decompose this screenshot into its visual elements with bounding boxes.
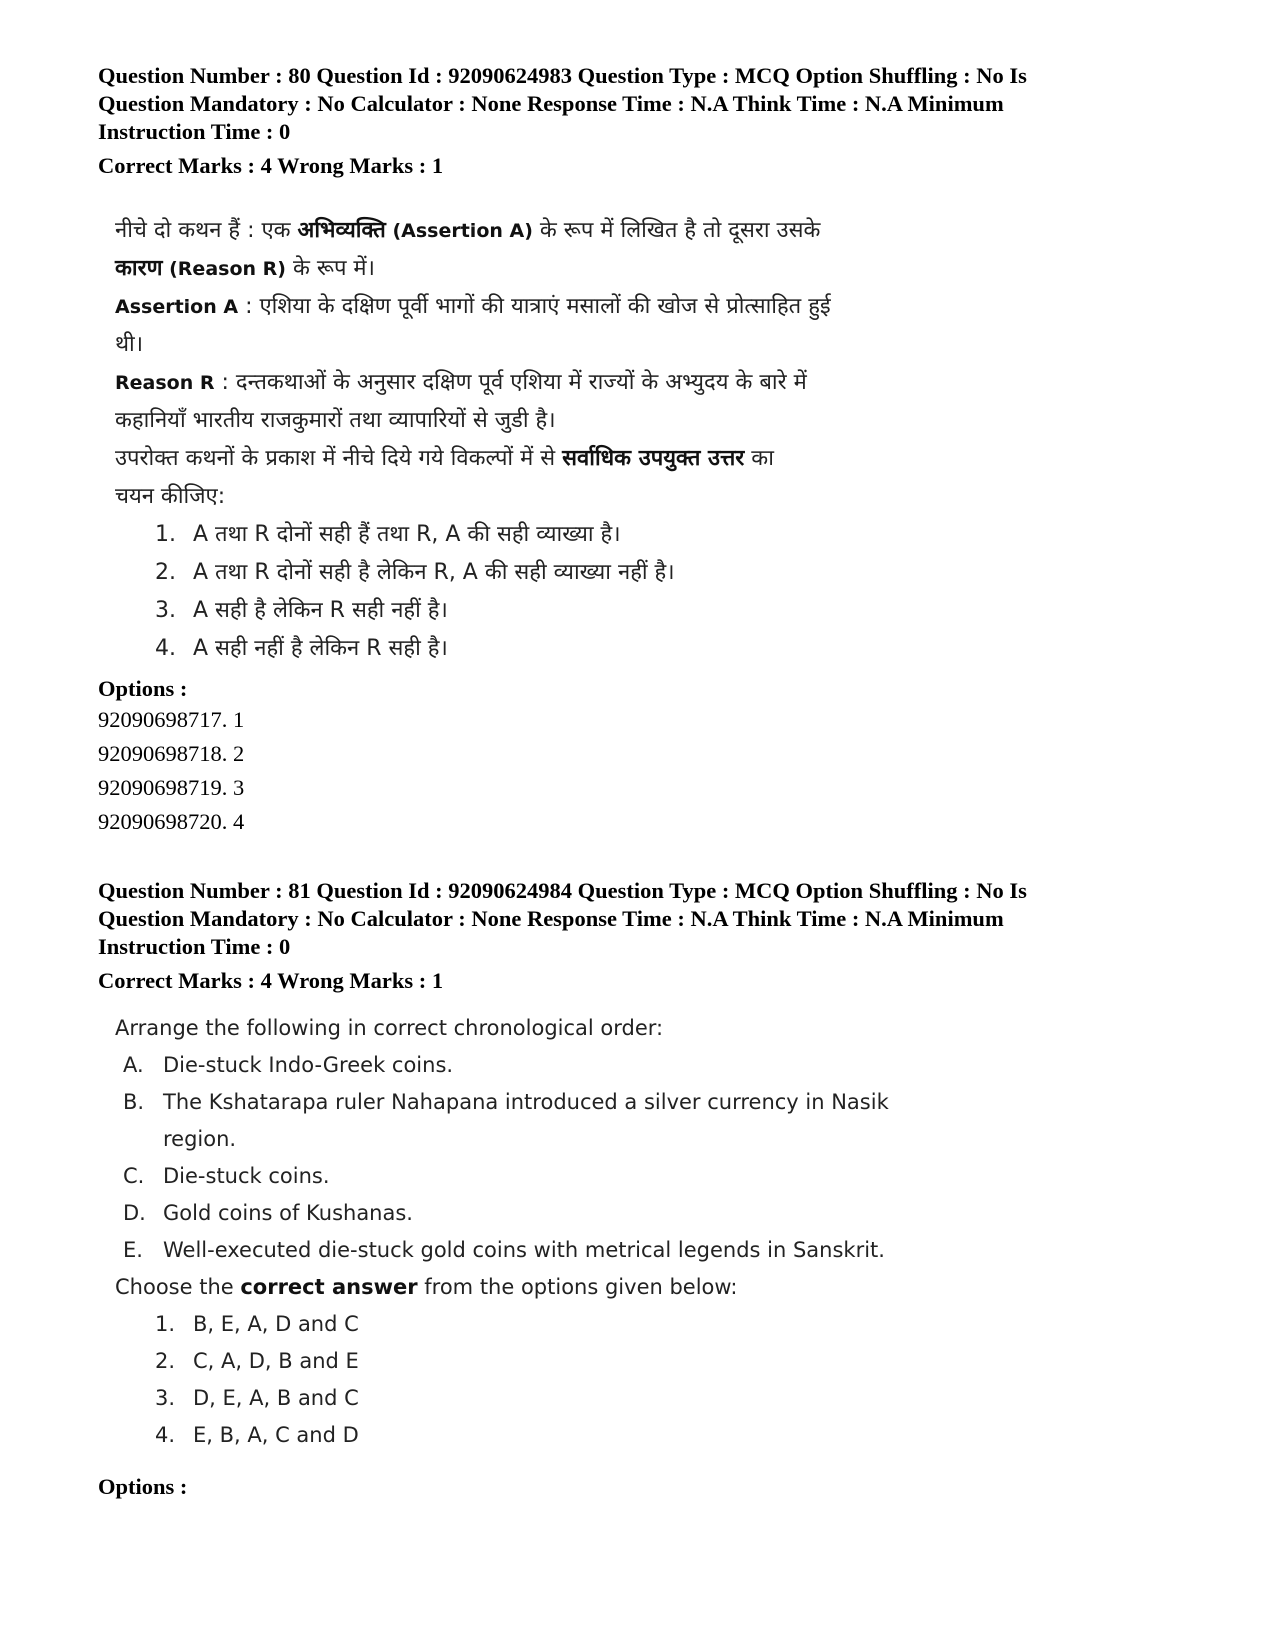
q80-line: थी। bbox=[115, 332, 144, 357]
q81-choose-line: Choose the correct answer from the options given below: bbox=[115, 1275, 738, 1299]
q80-option: 92090698717. 1 bbox=[98, 707, 245, 732]
q80-line: चयन कीजिए: bbox=[115, 484, 226, 509]
q80-choice: 1. A तथा R दोनों सही हैं तथा R, A की सही व्याख्या है। bbox=[155, 522, 621, 547]
q80-options-label: Options : bbox=[98, 676, 188, 701]
q81-item: A. Die-stuck Indo-Greek coins. bbox=[123, 1053, 454, 1077]
q81-choice: 4. E, B, A, C and D bbox=[155, 1423, 359, 1447]
q81-intro: Arrange the following in correct chronological order: bbox=[115, 1016, 664, 1040]
q80-choice: 2. A तथा R दोनों सही है लेकिन R, A की सही व्याख्या नहीं है। bbox=[155, 560, 675, 585]
q80-choice: 4. A सही नहीं है लेकिन R सही है। bbox=[155, 636, 448, 661]
q81-choice: 2. C, A, D, B and E bbox=[155, 1349, 359, 1373]
q80-line: नीचे दो कथन हैं : एक अभिव्यक्ति (Assertion A) के रूप में लिखित है तो दूसरा उसके bbox=[115, 218, 821, 243]
q81-item: E. Well-executed die-stuck gold coins with metrical legends in Sanskrit. bbox=[123, 1238, 885, 1262]
q80-meta-line1: Question Number : 80 Question Id : 92090624983 Question Type : MCQ Option Shuffling : No Is bbox=[98, 63, 1027, 88]
q81-marks: Correct Marks : 4 Wrong Marks : 1 bbox=[98, 968, 444, 993]
q80-line: उपरोक्त कथनों के प्रकाश में नीचे दिये गये विकल्पों में से सर्वाधिक उपयुक्त उत्तर का bbox=[115, 446, 774, 471]
q80-option: 92090698719. 3 bbox=[98, 775, 245, 800]
q81-options-label: Options : bbox=[98, 1474, 188, 1499]
q81-item: D. Gold coins of Kushanas. bbox=[123, 1201, 413, 1225]
q80-choice: 3. A सही है लेकिन R सही नहीं है। bbox=[155, 598, 448, 623]
q81-meta bbox=[98, 877, 1198, 961]
q81-choice: 1. B, E, A, D and C bbox=[155, 1312, 359, 1336]
q80-meta-line2: Question Mandatory : No Calculator : None Response Time : N.A Think Time : N.A Minimum bbox=[98, 91, 1004, 116]
q80-option: 92090698720. 4 bbox=[98, 809, 245, 834]
q80-meta-line3: Instruction Time : 0 bbox=[98, 119, 291, 144]
q81-item: B. The Kshatarapa ruler Nahapana introduced a silver currency in Nasik bbox=[123, 1090, 889, 1114]
q81-meta-line1: Question Number : 81 Question Id : 92090624984 Question Type : MCQ Option Shuffling : No Is bbox=[98, 878, 1027, 903]
q80-options-list bbox=[98, 703, 244, 839]
q80-line: Assertion A : एशिया के दक्षिण पूर्वी भागों की यात्राएं मसालों की खोज से प्रोत्साहित हुई bbox=[115, 294, 831, 319]
q80-marks: Correct Marks : 4 Wrong Marks : 1 bbox=[98, 153, 444, 178]
q81-meta-line3: Instruction Time : 0 bbox=[98, 934, 291, 959]
q80-line: कारण (Reason R) के रूप में। bbox=[115, 256, 375, 281]
q81-choice: 3. D, E, A, B and C bbox=[155, 1386, 359, 1410]
q80-question-body bbox=[115, 212, 945, 668]
q80-line: Reason R : दन्तकथाओं के अनुसार दक्षिण पूर्व एशिया में राज्यों के अभ्युदय के बारे में bbox=[115, 370, 807, 395]
q81-question-body bbox=[115, 1010, 945, 1454]
q81-item: region. bbox=[163, 1127, 237, 1151]
q80-line: कहानियाँ भारतीय राजकुमारों तथा व्यापारियों से जुडी है। bbox=[115, 408, 556, 433]
q80-option: 92090698718. 2 bbox=[98, 741, 245, 766]
q81-item: C. Die-stuck coins. bbox=[123, 1164, 330, 1188]
q80-meta bbox=[98, 62, 1198, 146]
q81-meta-line2: Question Mandatory : No Calculator : None Response Time : N.A Think Time : N.A Minimum bbox=[98, 906, 1004, 931]
